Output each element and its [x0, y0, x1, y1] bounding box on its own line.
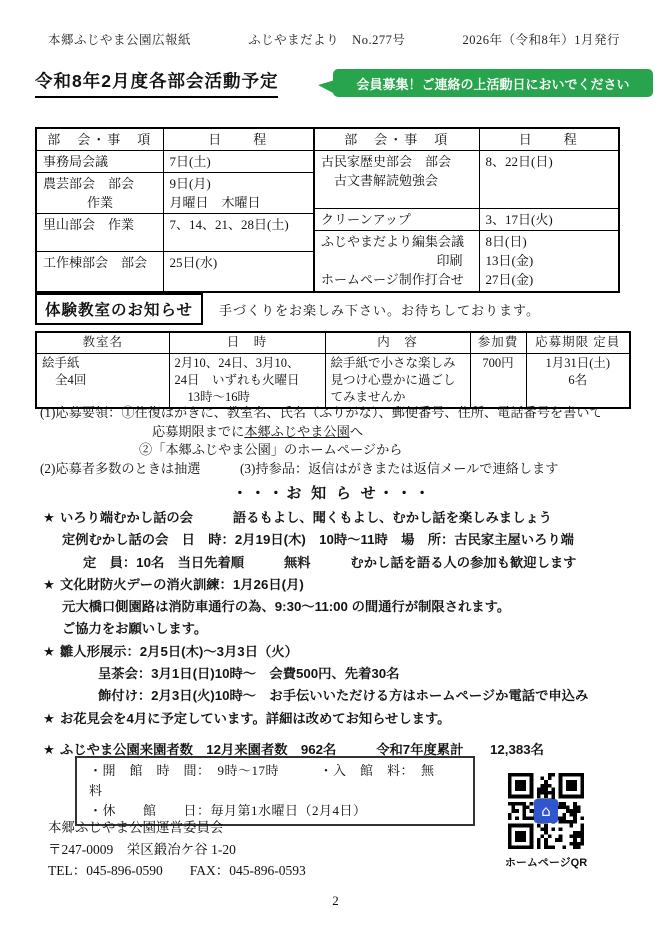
note-line-1: (1)応募要領：①往復はがきに、教室名、氏名（ふりがな）、郵便番号、住所、電話番号を書いて	[40, 405, 603, 420]
table-row	[36, 151, 314, 173]
workshop-lead-text: 手づくりをお楽しみ下さい。お待ちしております。	[219, 302, 541, 318]
workshop-box-title: 体験教室のお知らせ	[35, 293, 203, 325]
cell-item: 工作棟部会 部会	[36, 252, 163, 292]
cell-class-name: 絵手紙 全4回	[36, 354, 169, 409]
park-logo-icon: ⌂	[534, 799, 558, 823]
table-row	[36, 173, 314, 214]
table-row	[36, 214, 314, 252]
cell-date: 9日(月) 月曜日 木曜日	[163, 173, 314, 214]
qr-label: ホームページQR	[504, 857, 588, 869]
table-row	[36, 252, 314, 292]
cell-content: 絵手紙で小さな楽しみ 見つけ心豊かに過ごし てみませんか	[325, 354, 470, 409]
table-header-row	[314, 128, 619, 151]
col-header-date: 日 程	[163, 128, 314, 151]
col-header-time: 日 時	[169, 332, 325, 354]
schedule-table-left	[35, 127, 315, 293]
footer-tel-fax: TEL：045-896-0590 FAX：045-896-0593	[48, 863, 306, 878]
note-line-4: (2)応募者多数のときは抽選 (3)持参品：返信はがきまたは返信メールで連絡します	[40, 460, 559, 476]
cell-date: 8、22日(日)	[479, 151, 619, 209]
list-item: ★ 文化財防火デーの消火訓練：1月26日(月)	[43, 574, 643, 596]
opening-hours-box	[75, 756, 475, 826]
table-row	[314, 230, 619, 291]
star-icon: ★	[43, 741, 55, 757]
title-row	[35, 68, 645, 98]
list-item: ★ いろり端むかし話の会 語るもよし、聞くもよし、むかし話を楽しみましょう	[43, 507, 643, 529]
cell-deadline: 1月31日(土) 6名	[526, 354, 630, 409]
list-item-sub: 呈茶会：3月1日(日)10時～ 会費500円、先着30名	[98, 666, 400, 682]
list-item-sub: 定 員：10名 当日先着順 無料 むかし話を語る人の参加も歓迎します	[83, 554, 577, 570]
cell-item: 古民家歴史部会 部会 古文書解読勉強会	[314, 151, 479, 209]
recruit-banner	[333, 69, 653, 97]
table-row	[314, 151, 619, 209]
col-header-content: 内 容	[325, 332, 470, 354]
banner-tail-shape	[318, 80, 335, 94]
recruit-banner-text: 会員募集！ご連絡の上活動日においでください	[356, 76, 630, 92]
list-item: ★ お花見会を4月に予定しています。詳細は改めてお知らせします。	[43, 708, 643, 730]
cell-item: 里山部会 作業	[36, 214, 163, 252]
cell-item: クリーンアップ	[314, 208, 479, 230]
cell-date: 8日(日) 13日(金) 27日(金)	[479, 230, 619, 291]
hours-line: ・開 館 時 間： 9時～17時 ・入 館 料： 無 料	[89, 763, 449, 798]
table-row	[36, 354, 630, 409]
note-line-2: 応募期限までに本郷ふじやま公園へ	[152, 423, 363, 439]
masthead-publisher: 本郷ふじやま公園広報紙	[48, 33, 192, 47]
masthead-issue: ふじやまだより No.277号	[248, 33, 406, 47]
table-header-row	[36, 128, 314, 151]
list-item-sub: ご協力をお願いします。	[62, 621, 208, 637]
park-name-underlined: 本郷ふじやま公園	[244, 423, 350, 439]
page-title: 令和8年2月度各部会活動予定	[35, 68, 278, 98]
announcements-heading: ・・・お 知 ら せ・・・	[232, 486, 433, 502]
cell-fee: 700円	[470, 354, 526, 409]
list-item: ★ 雛人形展示：2月5日(木)～3月3日（火）	[43, 641, 643, 663]
star-icon: ★	[43, 510, 55, 525]
table-header-row	[36, 332, 630, 354]
cell-date: 7、14、21、28日(土)	[163, 214, 314, 252]
schedule-table-right	[313, 127, 620, 293]
list-item-sub: 元大橋口側園路は消防車通行の為、9:30～11:00 の間通行が制限されます。	[62, 599, 511, 615]
list-item-sub: 定例むかし話の会 日 時：2月19日(木) 10時～11時 場 所：古民家主屋いろり端	[62, 532, 574, 548]
qr-code	[508, 773, 584, 849]
cell-date: 3、17日(火)	[479, 208, 619, 230]
col-header-item: 部 会・事 項	[314, 128, 479, 151]
cell-item: 農芸部会 部会 作業	[36, 173, 163, 214]
application-notes	[40, 404, 640, 478]
footer-address: 〒247-0009 栄区鍛冶ケ谷 1-20	[48, 841, 236, 857]
qr-area	[500, 773, 592, 870]
list-item-sub: 飾付け：2月3日(火)10時～ お手伝いいただける方はホームページか電話で申込み	[98, 688, 589, 704]
note-line-3: ②「本郷ふじやま公園」のホームページから	[139, 442, 403, 457]
cell-date: 7日(土)	[163, 151, 314, 173]
cell-item: ふじやまだより編集会議 印刷 ホームページ制作打合せ	[314, 230, 479, 291]
star-icon: ★	[43, 643, 55, 659]
announcements-list	[43, 507, 643, 761]
col-header-item: 部 会・事 項	[36, 128, 163, 151]
cell-time: 2月10、24日、3月10、 24日 いずれも火曜日 13時～16時	[169, 354, 325, 409]
table-row	[314, 208, 619, 230]
cell-date: 25日(水)	[163, 252, 314, 292]
cell-item: 事務局会議	[36, 151, 163, 173]
list-item-visitor-count: ★ ふじやま公園来園者数 12月来園者数 962名 令和7年度累計 12,383名	[43, 739, 643, 761]
col-header-date: 日 程	[479, 128, 619, 151]
star-icon: ★	[43, 710, 55, 726]
masthead	[48, 30, 620, 48]
col-header-class: 教室名	[36, 332, 169, 354]
footer-contact	[48, 817, 306, 882]
masthead-date: 2026年（令和8年）1月発行	[462, 33, 620, 47]
schedule-tables	[35, 127, 620, 293]
col-header-fee: 参加費	[470, 332, 526, 354]
col-header-deadline: 応募期限 定員	[526, 332, 630, 354]
workshop-heading	[35, 293, 540, 325]
closed-days-line: ・休 館 日：毎月第1水曜日（2月4日）	[89, 803, 367, 818]
footer-org: 本郷ふじやま公園運営委員会	[48, 820, 224, 835]
page-number: 2	[332, 893, 339, 908]
star-icon: ★	[43, 576, 55, 592]
workshop-table	[35, 331, 631, 409]
